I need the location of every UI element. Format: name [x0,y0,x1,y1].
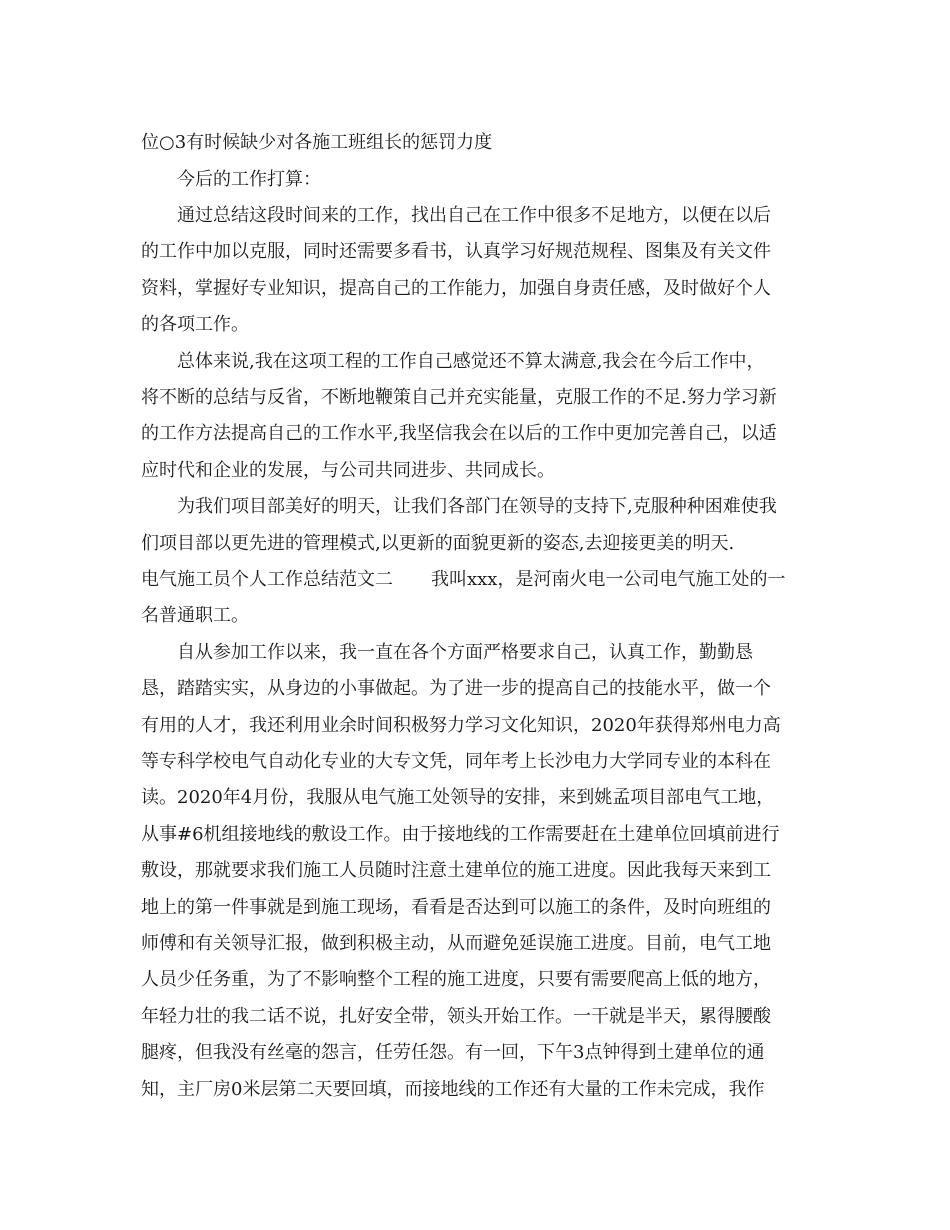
text-line: 知，主厂房0米层第二天要回填，而接地线的工作还有大量的工作未完成，我作 [141,1079,765,1100]
article-heading-line [141,568,785,592]
text-line: 名普通职工。 [141,605,249,626]
text-line: 人员少任务重，为了不影响整个工程的施工进度，只要有需要爬高上低的地方， [141,969,771,990]
text-line: 等专科学校电气自动化专业的大专文凭，同年考上长沙电力大学同专业的本科在 [141,751,771,772]
text-line: 腿疼，但我没有丝毫的怨言，任劳任怨。有一回，下午3点钟得到土建单位的通 [141,1042,765,1063]
text-line: 师傅和有关领导汇报，做到积极主动，从而避免延误施工进度。目前，电气工地 [141,933,771,954]
text-line: 自从参加工作以来，我一直在各个方面严格要求自己，认真工作，勤勤恳 [177,642,753,663]
text-line: 将不断的总结与反省，不断地鞭策自己并充实能量，克服工作的不足.努力学习新 [141,387,777,408]
text-line: 总体来说,我在这项工程的工作自己感觉还不算太满意,我会在今后工作中， [177,351,765,372]
text-line: 应时代和企业的发展，与公司共同进步、共同成长。 [141,460,555,481]
text-line: 有用的人才，我还利用业余时间积极努力学习文化知识，2020年获得郑州电力高 [141,715,781,736]
text-line: 年轻力壮的我二话不说，扎好安全带，领头开始工作。一干就是半天，累得腰酸 [141,1006,771,1027]
text-line: 读。2020年4月份，我服从电气施工处领导的安排，来到姚孟项目部电气工地， [141,787,775,808]
article-title: 电气施工员个人工作总结范文二 [141,569,393,590]
text-line: 资料，掌握好专业知识，提高自己的工作能力，加强自身责任感，及时做好个人 [141,278,771,299]
text-line: 位○3有时候缺少对各施工班组长的惩罚力度 [141,132,493,153]
text-line: 我叫xxx，是河南火电一公司电气施工处的一 [431,569,786,590]
text-line: 从事#6机组接地线的敷设工作。由于接地线的工作需要赶在土建单位回填前进行 [141,824,780,845]
section-heading: 今后的工作打算： [177,169,321,190]
text-line: 通过总结这段时间来的工作，找出自己在工作中很多不足地方，以便在以后 [177,205,771,226]
text-line: 为我们项目部美好的明天，让我们各部门在领导的支持下,克服种种困难使我 [177,496,777,517]
text-line: 的工作中加以克服，同时还需要多看书，认真学习好规范规程、图集及有关文件 [141,241,771,262]
text-line: 敷设，那就要求我们施工人员随时注意土建单位的施工进度。因此我每天来到工 [141,860,771,881]
text-line: 地上的第一件事就是到施工现场，看看是否达到可以施工的条件，及时向班组的 [141,897,771,918]
text-line: 们项目部以更先进的管理模式,以更新的面貌更新的姿态,去迎接更美的明天. [141,533,735,554]
text-line: 恳，踏踏实实，从身边的小事做起。为了进一步的提高自己的技能水平，做一个 [141,678,771,699]
text-line: 的工作方法提高自己的工作水平,我坚信我会在以后的工作中更加完善自己，以适 [141,423,777,444]
text-line: 的各项工作。 [141,314,249,335]
